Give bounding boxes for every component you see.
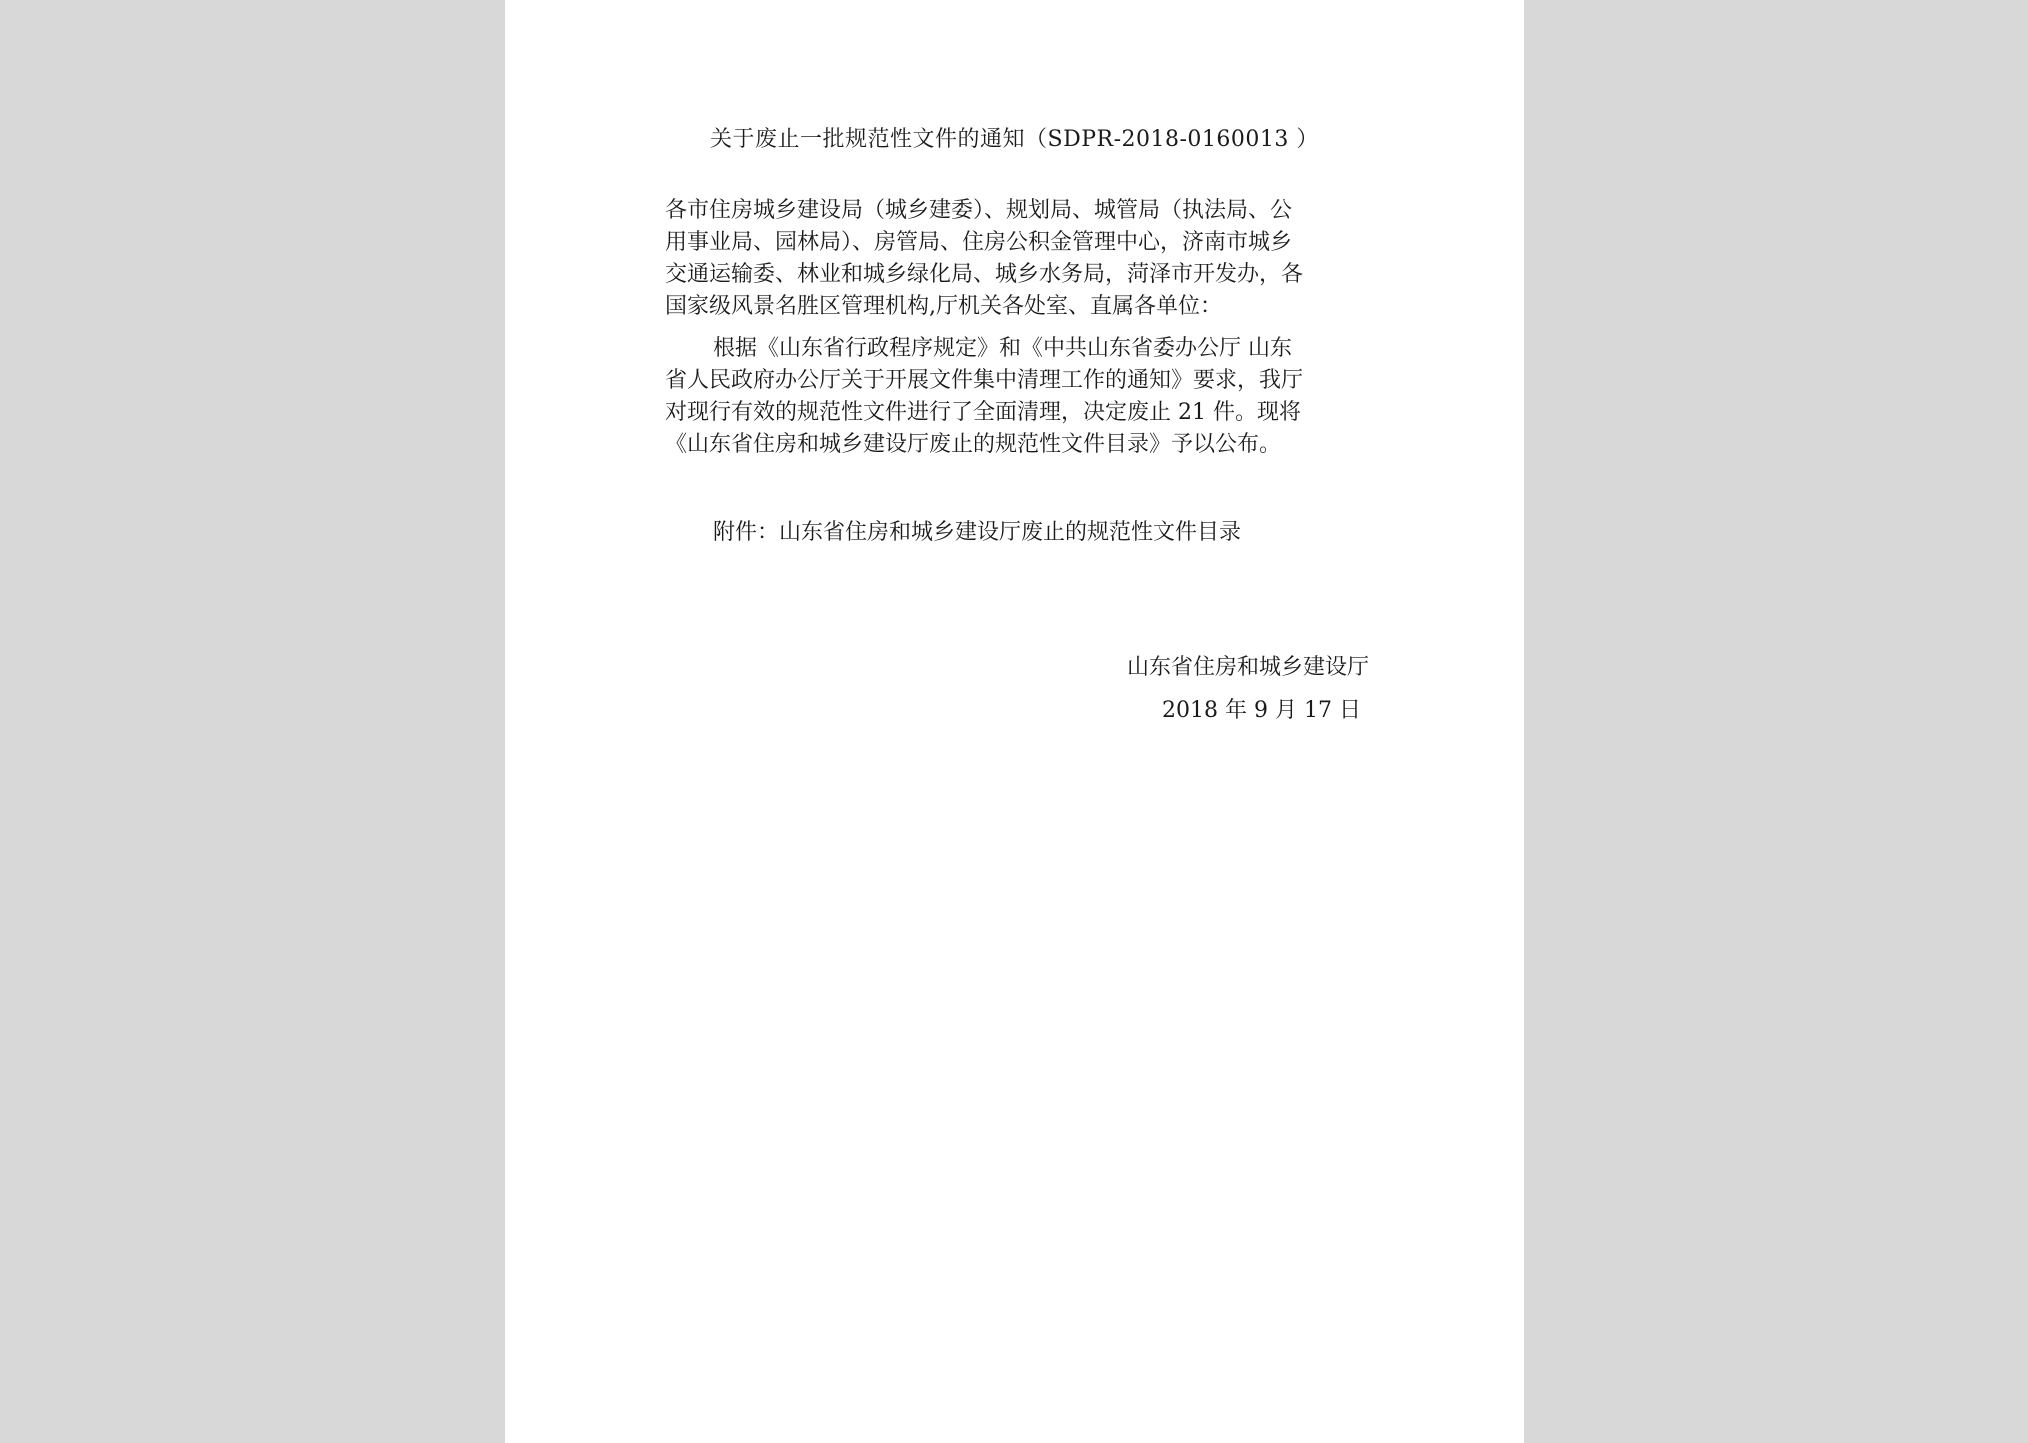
body-line: 对现行有效的规范性文件进行了全面清理，决定废止 21 件。现将	[665, 400, 1301, 425]
issue-date: 2018 年 9 月 17 日	[1162, 698, 1361, 723]
body-line: 省人民政府办公厅关于开展文件集中清理工作的通知》要求，我厅	[665, 368, 1304, 393]
body-line: 根据《山东省行政程序规定》和《中共山东省委办公厅 山东	[713, 336, 1292, 361]
body-line: 《山东省住房和城乡建设厅废止的规范性文件目录》予以公布。	[665, 432, 1282, 457]
body-paragraph	[665, 333, 1365, 461]
issuing-authority: 山东省住房和城乡建设厅	[1126, 655, 1369, 680]
addressee-line: 交通运输委、林业和城乡绿化局、城乡水务局，菏泽市开发办，各	[665, 262, 1304, 287]
addressee-line: 各市住房城乡建设局（城乡建委）、规划局、城管局（执法局、公	[665, 198, 1293, 223]
document-page	[505, 0, 1524, 1443]
attachment-note: 附件：山东省住房和城乡建设厅废止的规范性文件目录	[713, 520, 1242, 545]
addressee-block	[665, 195, 1365, 323]
addressee-line: 国家级风景名胜区管理机构,厅机关各处室、直属各单位：	[665, 294, 1222, 319]
addressee-line: 用事业局、园林局）、房管局、住房公积金管理中心，济南市城乡	[665, 230, 1293, 255]
document-title: 关于废止一批规范性文件的通知（SDPR-2018-0160013 ）	[710, 127, 1319, 152]
